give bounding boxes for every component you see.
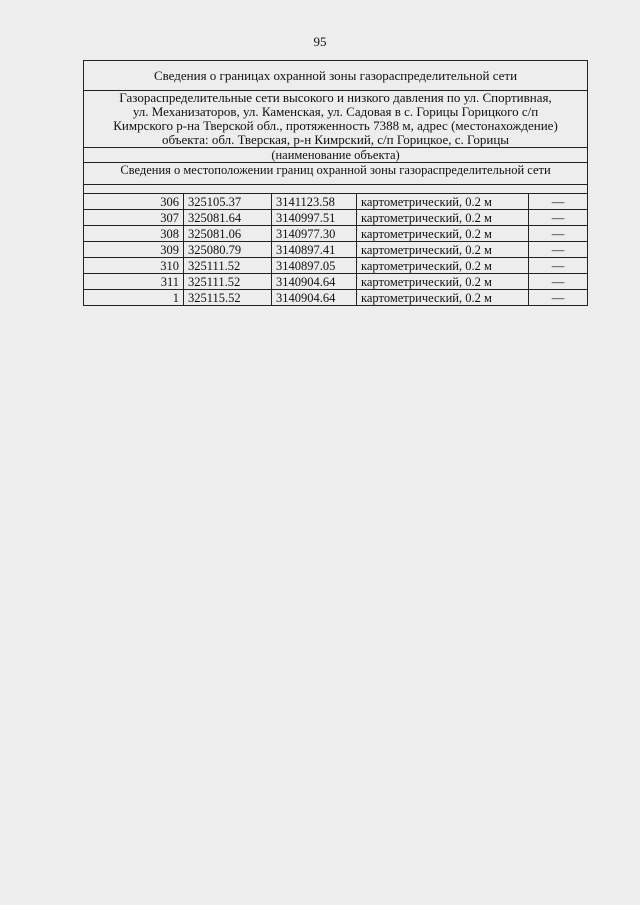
coordinate-row [84, 226, 588, 242]
row-note: — [529, 242, 588, 258]
coordinate-row [84, 210, 588, 226]
determination-method: картометрический, 0.2 м [357, 210, 529, 226]
point-number: 310 [84, 258, 184, 274]
location-title: Сведения о местоположении границ охранной зоны газораспределительной сети [84, 163, 588, 185]
point-number: 1 [84, 290, 184, 306]
determination-method: картометрический, 0.2 м [357, 226, 529, 242]
coord-x: 325081.64 [184, 210, 272, 226]
determination-method: картометрический, 0.2 м [357, 242, 529, 258]
determination-method: картометрический, 0.2 м [357, 290, 529, 306]
table-spacer [84, 185, 588, 194]
coord-y: 3140997.51 [272, 210, 357, 226]
coordinate-row [84, 258, 588, 274]
object-description [84, 91, 588, 148]
point-number: 311 [84, 274, 184, 290]
object-caption: (наименование объекта) [84, 148, 588, 163]
determination-method: картометрический, 0.2 м [357, 194, 529, 210]
coordinate-row [84, 242, 588, 258]
row-note: — [529, 210, 588, 226]
coordinate-row [84, 194, 588, 210]
coord-y: 3140897.05 [272, 258, 357, 274]
page-number: 95 [313, 34, 327, 49]
coordinate-row [84, 274, 588, 290]
row-note: — [529, 258, 588, 274]
coord-y: 3140904.64 [272, 274, 357, 290]
coord-x: 325081.06 [184, 226, 272, 242]
coord-y: 3140977.30 [272, 226, 357, 242]
coord-x: 325111.52 [184, 258, 272, 274]
object-description-line: объекта: обл. Тверская, р-н Кимрский, с/п Горицкое, с. Горицы [161, 132, 510, 147]
point-number: 308 [84, 226, 184, 242]
object-description-line: Газораспределительные сети высокого и низкого давления по ул. Спортивная, [119, 90, 552, 105]
coord-x: 325115.52 [184, 290, 272, 306]
row-note: — [529, 194, 588, 210]
coord-y: 3140904.64 [272, 290, 357, 306]
coord-x: 325080.79 [184, 242, 272, 258]
point-number: 309 [84, 242, 184, 258]
row-note: — [529, 226, 588, 242]
row-note: — [529, 274, 588, 290]
coord-y: 3140897.41 [272, 242, 357, 258]
point-number: 307 [84, 210, 184, 226]
row-note: — [529, 290, 588, 306]
point-number: 306 [84, 194, 184, 210]
object-description-line: Кимрского р-на Тверской обл., протяженность 7388 м, адрес (местонахождение) [113, 118, 558, 133]
table-title: Сведения о границах охранной зоны газораспределительной сети [84, 61, 588, 91]
coord-y: 3141123.58 [272, 194, 357, 210]
coordinate-row [84, 290, 588, 306]
determination-method: картометрический, 0.2 м [357, 274, 529, 290]
coord-x: 325111.52 [184, 274, 272, 290]
object-description-line: ул. Механизаторов, ул. Каменская, ул. Садовая в с. Горицы Горицкого с/п [132, 104, 539, 119]
boundary-info-table [83, 60, 588, 306]
determination-method: картометрический, 0.2 м [357, 258, 529, 274]
coord-x: 325105.37 [184, 194, 272, 210]
